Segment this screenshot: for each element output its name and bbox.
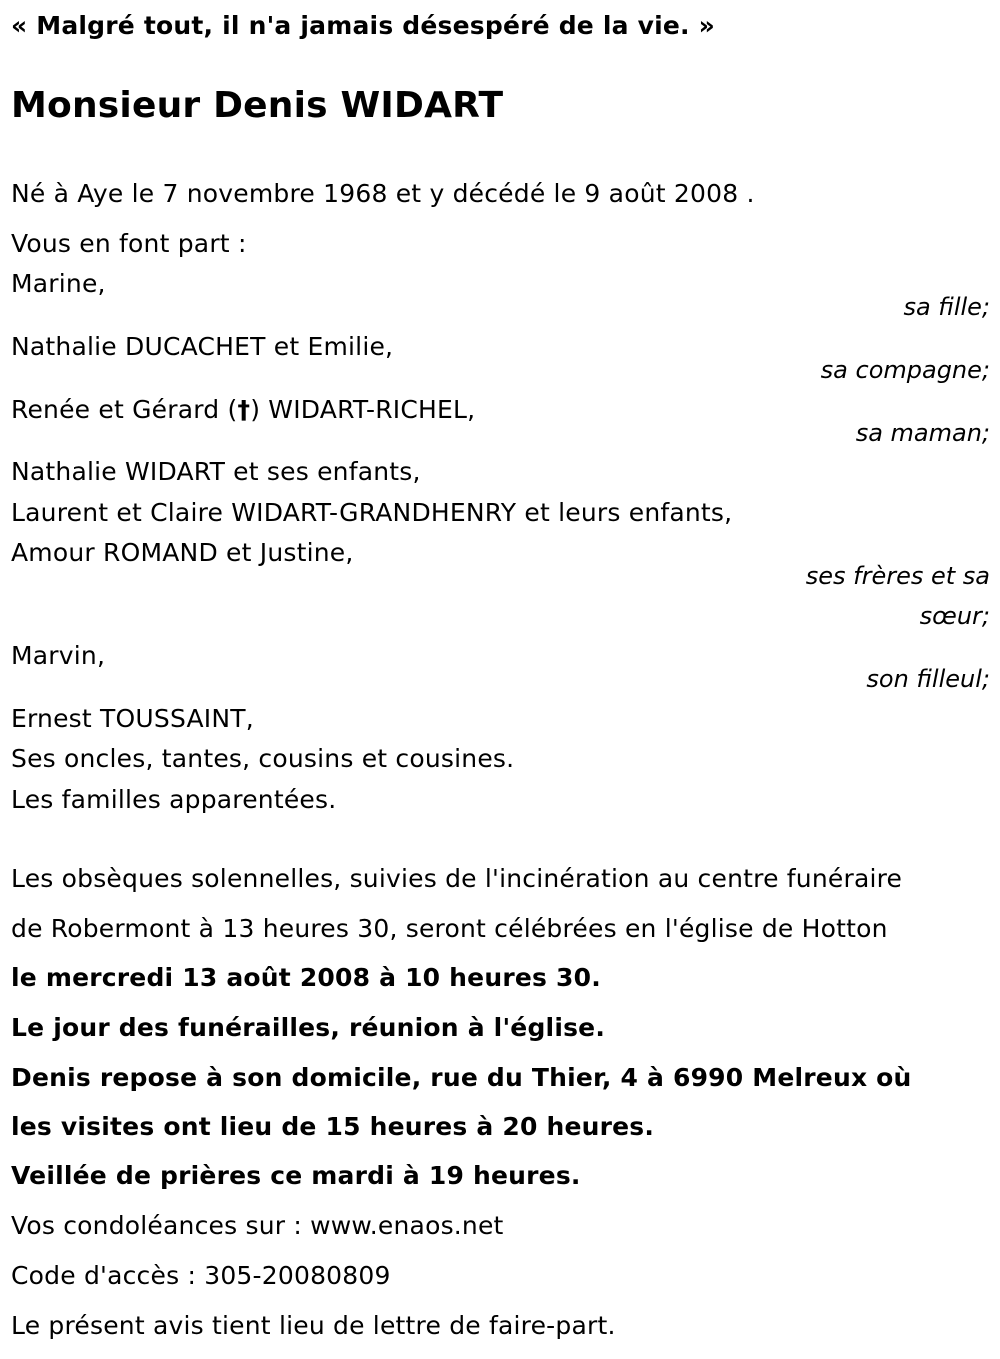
relation-label: sa maman; [855,419,990,447]
condolences-link: Vos condoléances sur : www.enaos.net [11,1211,504,1240]
family-member: Nathalie WIDART et ses enfants, [11,457,421,486]
family-member: Nathalie DUCACHET et Emilie, [11,332,394,361]
announce-intro: Vous en font part : [11,229,247,258]
funeral-info: Les obsèques solennelles, suivies de l'incinération au centre funéraire [11,864,903,893]
access-code: Code d'accès : 305-20080809 [11,1261,391,1290]
rest-location: Denis repose à son domicile, rue du Thier, 4 à 6990 Melreux où [11,1063,912,1092]
relation-label: sa compagne; [820,356,990,384]
family-member-text: ) WIDART-RICHEL, [250,395,476,424]
funeral-date: le mercredi 13 août 2008 à 10 heures 30. [11,963,601,992]
family-member: Les familles apparentées. [11,785,337,814]
family-member: Ernest TOUSSAINT, [11,704,254,733]
visiting-hours: les visites ont lieu de 15 heures à 20 heures. [11,1112,655,1141]
family-member: Marine, [11,269,106,298]
closing-note: Le présent avis tient lieu de lettre de faire-part. [11,1311,616,1340]
relation-label: sœur; [919,602,990,630]
funeral-meeting: Le jour des funérailles, réunion à l'église. [11,1013,606,1042]
family-member: Amour ROMAND et Justine, [11,538,354,567]
family-member: Marvin, [11,641,106,670]
relation-label: son filleul; [866,665,990,693]
epitaph-quote: « Malgré tout, il n'a jamais désespéré de la vie. » [11,11,715,40]
family-member-text: Renée et Gérard ( [11,395,238,424]
funeral-info: de Robermont à 13 heures 30, seront célébrées en l'église de Hotton [11,914,888,943]
cross-icon: † [237,395,251,424]
vigil-info: Veillée de prières ce mardi à 19 heures. [11,1161,581,1190]
family-member: Laurent et Claire WIDART-GRANDHENRY et leurs enfants, [11,498,733,527]
family-member: Ses oncles, tantes, cousins et cousines. [11,744,515,773]
relation-label: ses frères et sa [805,562,990,590]
family-member [11,397,475,422]
birth-death-line: Né à Aye le 7 novembre 1968 et y décédé le 9 août 2008 . [11,179,755,208]
deceased-name: Monsieur Denis WIDART [11,85,504,126]
relation-label: sa fille; [903,293,990,321]
